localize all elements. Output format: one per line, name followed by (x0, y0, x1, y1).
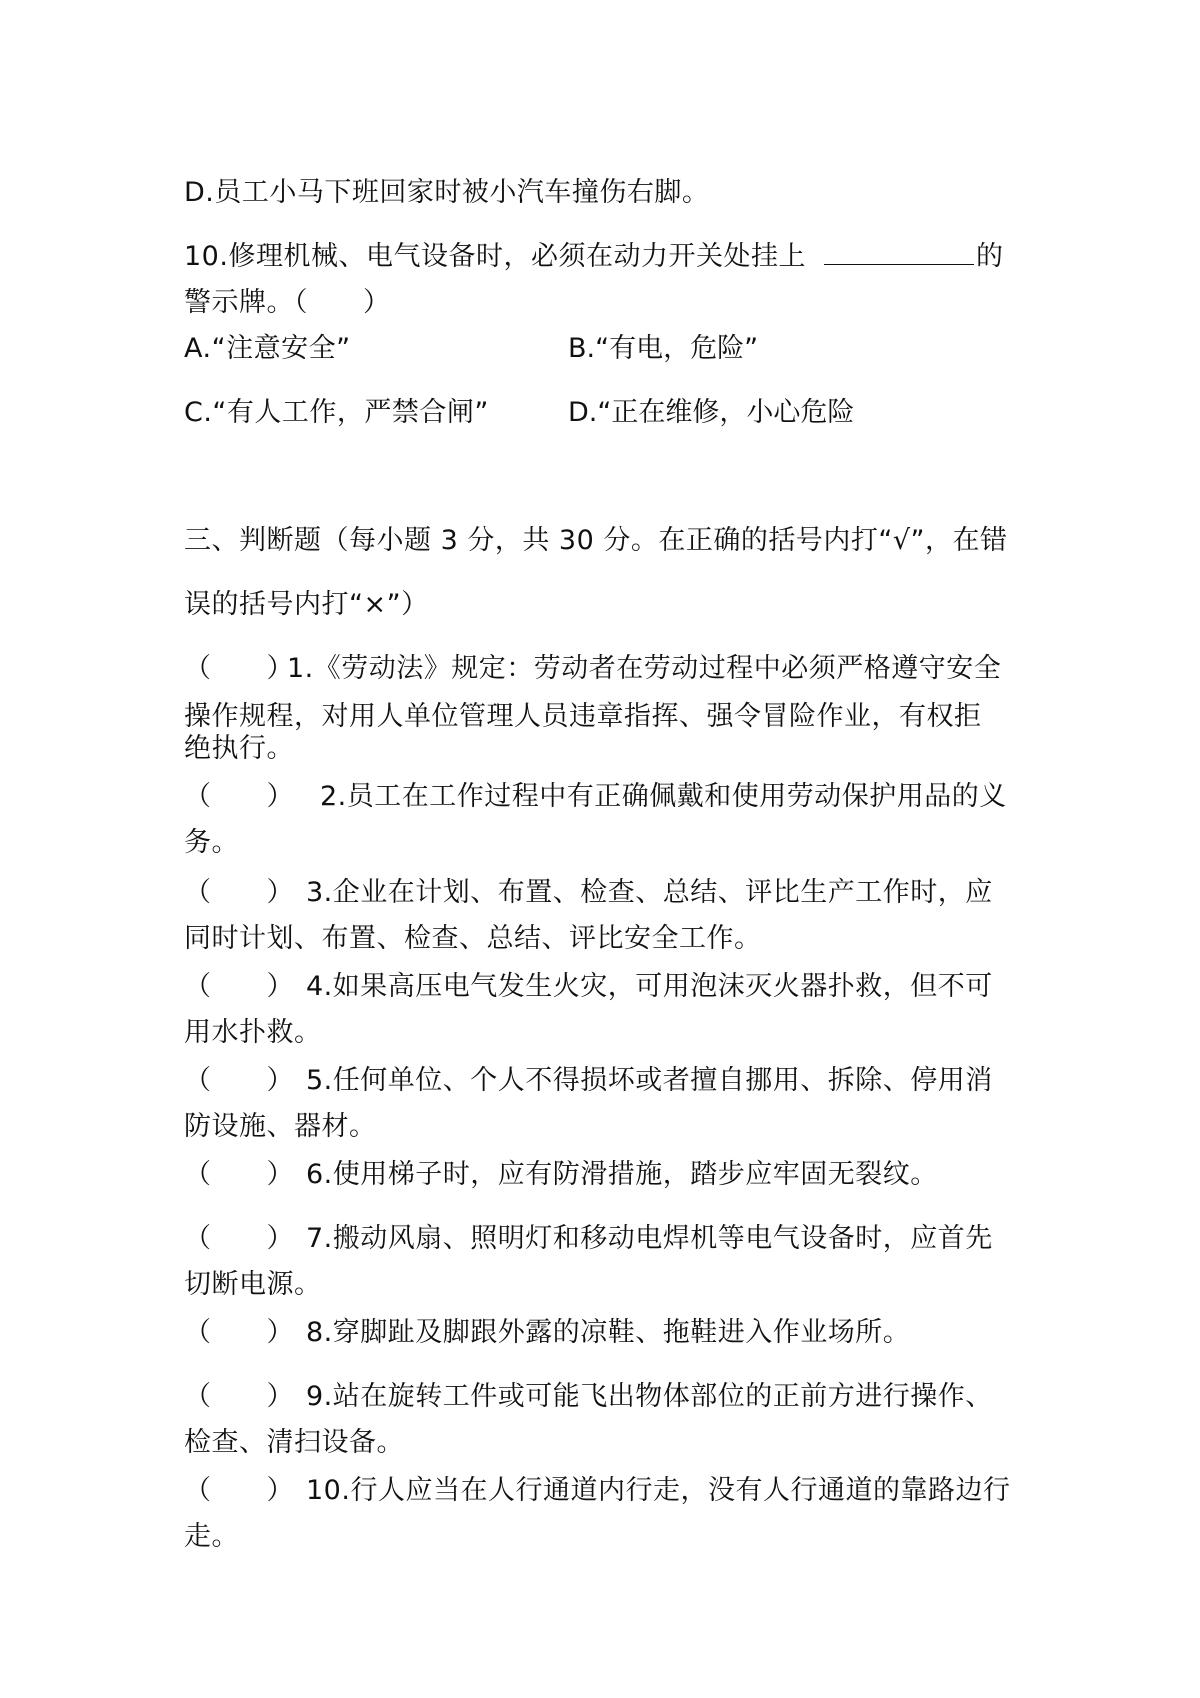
judge-item-3-line1 (184, 876, 993, 910)
q10-option-d: D.“正在维修，小心危险 (568, 397, 855, 428)
judge-item-text: 3.企业在计划、布置、检查、总结、评比生产工作时，应 (306, 877, 993, 908)
judge-item-text: 1.《劳动法》规定：劳动者在劳动过程中必须严格遵守安全 (287, 653, 1002, 684)
q9-option-d: D.员工小马下班回家时被小汽车撞伤右脚。 (184, 177, 710, 208)
judge-item-5-line1 (184, 1064, 993, 1098)
q10-option-c: C.“有人工作，严禁合闸” (184, 397, 489, 428)
judge-item-2-line1 (184, 780, 1007, 814)
judge-item-6-line1 (184, 1158, 938, 1192)
answer-paren[interactable]: （ ） (184, 877, 294, 908)
answer-paren[interactable]: （ ） (184, 1065, 294, 1096)
fill-blank (824, 242, 974, 265)
q10-stem-start: 10.修理机械、电气设备时，必须在动力开关处挂上 (184, 241, 806, 272)
judge-item-text: 7.搬动风扇、照明灯和移动电焊机等电气设备时，应首先 (306, 1223, 993, 1254)
judge-item-7-line1 (184, 1222, 993, 1256)
judge-item-text: 2.员工在工作过程中有正确佩戴和使用劳动保护用品的义 (320, 781, 1007, 812)
answer-paren[interactable]: （ ） (184, 1159, 294, 1190)
judge-item-7-line2: 切断电源。 (184, 1269, 322, 1300)
judge-item-5-line2: 防设施、器材。 (184, 1111, 377, 1142)
q10-option-b: B.“有电，危险” (568, 333, 759, 364)
judge-item-8-line1 (184, 1316, 910, 1350)
judge-item-2-line2: 务。 (184, 827, 239, 858)
q10-stem-line1 (184, 240, 1003, 274)
judge-item-9-line1 (184, 1380, 993, 1414)
judge-item-1-line2: 操作规程，对用人单位管理人员违章指挥、强令冒险作业，有权拒 (184, 701, 982, 732)
judge-item-9-line2: 检查、清扫设备。 (184, 1427, 404, 1458)
answer-paren[interactable]: （ ） (184, 781, 294, 812)
q10-stem-end: 的 (975, 241, 1004, 272)
q10-option-a: A.“注意安全” (184, 333, 351, 364)
judge-item-4-line1 (184, 970, 993, 1004)
judge-item-10-line2: 走。 (184, 1521, 239, 1552)
judge-item-text: 9.站在旋转工件或可能飞出物体部位的正前方进行操作、 (306, 1381, 993, 1412)
judge-item-text: 10.行人应当在人行通道内行走，没有人行通道的靠路边行 (306, 1475, 1011, 1506)
answer-paren[interactable]: （ ） (184, 1223, 294, 1254)
answer-paren[interactable]: （ ） (184, 1381, 294, 1412)
judge-item-1-line1 (184, 652, 1001, 686)
judge-item-text: 6.使用梯子时，应有防滑措施，踏步应牢固无裂纹。 (306, 1159, 938, 1190)
answer-paren[interactable]: （ ） (184, 971, 294, 1002)
section3-heading-line2: 误的括号内打“×”） (184, 589, 429, 620)
judge-item-3-line2: 同时计划、布置、检查、总结、评比安全工作。 (184, 923, 762, 954)
judge-item-4-line2: 用水扑救。 (184, 1017, 322, 1048)
answer-paren[interactable]: （ ） (184, 1317, 294, 1348)
judge-item-10-line1 (184, 1474, 1010, 1508)
answer-paren[interactable]: （ ） (184, 1475, 294, 1506)
judge-item-text: 8.穿脚趾及脚跟外露的凉鞋、拖鞋进入作业场所。 (306, 1317, 911, 1348)
section3-heading-line1: 三、判断题（每小题 3 分，共 30 分。在正确的括号内打“√”，在错 (184, 525, 1008, 556)
judge-item-1-line3: 绝执行。 (184, 733, 294, 764)
judge-item-text: 5.任何单位、个人不得损坏或者擅自挪用、拆除、停用消 (306, 1065, 993, 1096)
answer-paren[interactable]: （ ） (184, 653, 294, 684)
q10-stem-line2: 警示牌。（ ） (184, 287, 391, 318)
judge-item-text: 4.如果高压电气发生火灾，可用泡沫灭火器扑救，但不可 (306, 971, 993, 1002)
